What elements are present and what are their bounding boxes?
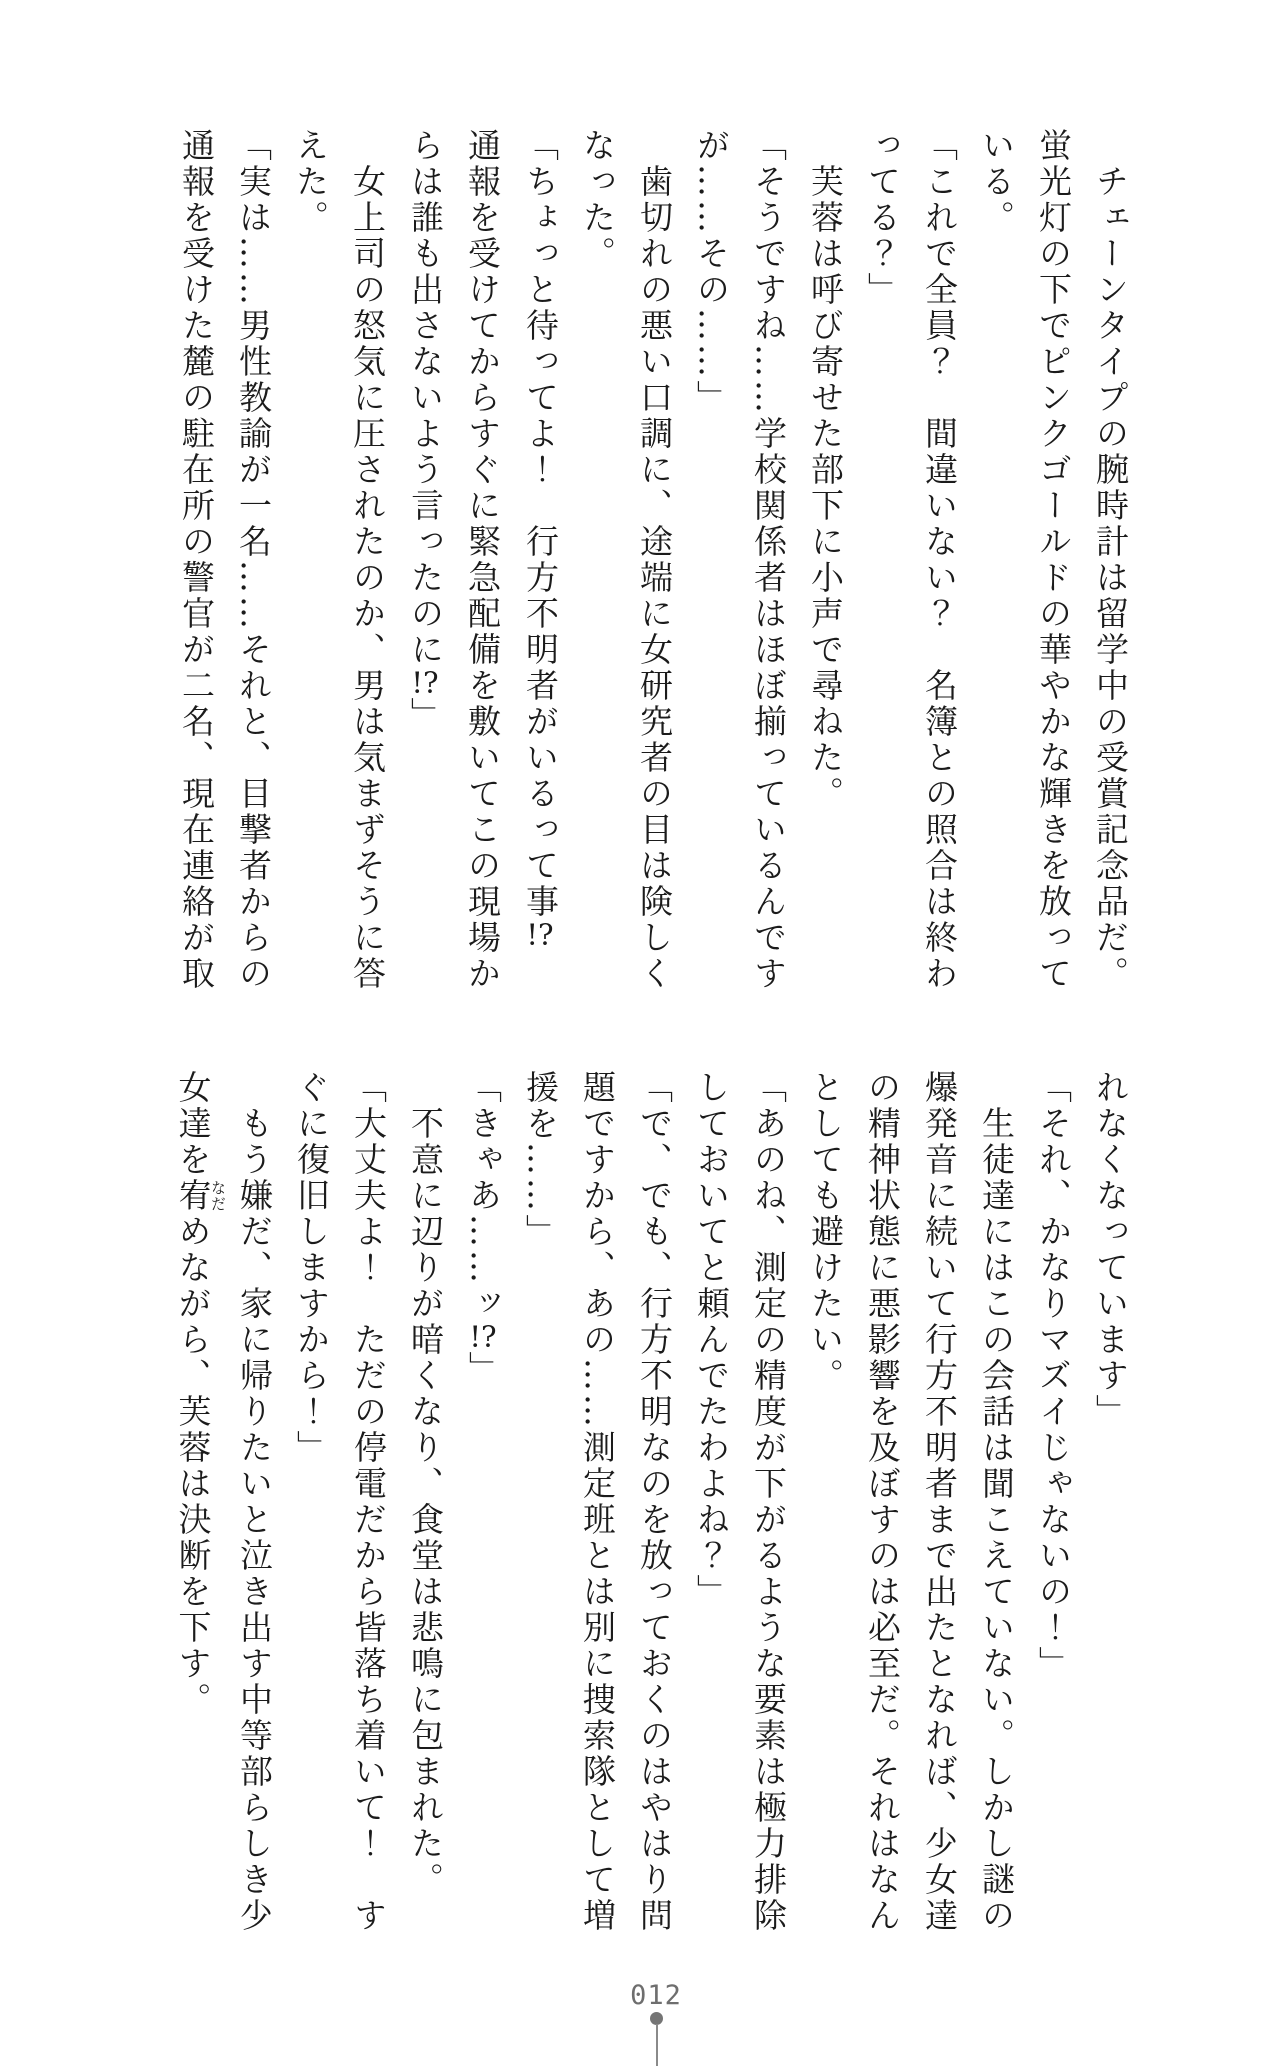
text-line: 援を……」 [521,1070,560,1250]
text-line: 「きゃあ……ッ!?」 [464,1070,503,1387]
exclamation-question-mark: !? [411,668,439,697]
text-line: 「これで全員？ 間違いない？ 名簿との照合は終わ [920,128,959,992]
text-line: 不意に辺りが暗くなり、食堂は悲鳴に包まれた。 [406,1070,445,1898]
text-line: 「大丈夫よ！ ただの停電だから皆落ち着いて！ す [349,1070,388,1934]
text-line: 「実は……男性教諭が一名……それと、目撃者からの [234,128,273,992]
text-line: れなくなっています」 [1091,1070,1130,1430]
text-line: 女上司の怒気に圧されたのか、男は気まずそうに答 [348,128,387,992]
text-line: ってる？」 [863,128,902,308]
text-line: としても避けたい。 [806,1070,845,1394]
text-line: 歯切れの悪い口調に、途端に女研究者の目は険しく [635,128,674,992]
text-line: しておいてと頼んでたわよね？」 [692,1070,731,1610]
exclamation-question-mark: !? [469,1322,497,1351]
text-line: 「それ、かなりマズイじゃないの！」 [1034,1070,1073,1682]
text-line: 通報を受けた麓の駐在所の警官が二名、現在連絡が取 [177,128,216,992]
exclamation-question-mark: !? [526,920,554,949]
page-number: 012 [630,1980,682,2011]
text-line: 「で、でも、行方不明なのを放っておくのはやはり問 [635,1070,674,1934]
text-line: ぐに復旧しますから！」 [292,1070,331,1466]
text-line: いる。 [977,128,1016,236]
text-line: 芙蓉は呼び寄せた部下に小声で尋ねた。 [806,128,845,812]
text-line: えた。 [291,128,330,236]
text-line: 生徒達にはこの会話は聞こえていない。しかし謎の [977,1070,1016,1934]
ruby-annotated-word: 宥なだ [173,1178,227,1214]
text-line: が……その……」 [692,128,731,416]
text-line: 「そうですね……学校関係者はほぼ揃っているんです [749,128,788,992]
text-line: 蛍光灯の下でピンクゴールドの華やかな輝きを放って [1034,128,1073,992]
text-line: チェーンタイプの腕時計は留学中の受賞記念品だ。 [1091,128,1130,992]
text-block-lower [165,1070,1140,1934]
text-line: 爆発音に続いて行方不明者まで出たとなれば、少女達 [920,1070,959,1934]
text-line: らは誰も出さないよう言ったのに!?」 [406,128,445,733]
text-line: なった。 [578,128,617,272]
text-line: 題ですから、あの……測定班とは別に捜索隊として増 [578,1070,617,1934]
text-block-upper [168,128,1139,992]
text-line: 女達を宥なだめながら、芙蓉は決断を下す。 [173,1070,227,1718]
footer-line-ornament [656,2024,658,2066]
text-line: 通報を受けてからすぐに緊急配備を敷いてこの現場か [463,128,502,992]
text-line: 「あのね、測定の精度が下がるような要素は極力排除 [749,1070,788,1934]
text-line: の精神状態に悪影響を及ぼすのは必至だ。それはなん [863,1070,902,1934]
text-line: 「ちょっと待ってよ！ 行方不明者がいるって事!? [521,128,560,949]
text-line: もう嫌だ、家に帰りたいと泣き出す中等部らしき少 [235,1070,274,1934]
